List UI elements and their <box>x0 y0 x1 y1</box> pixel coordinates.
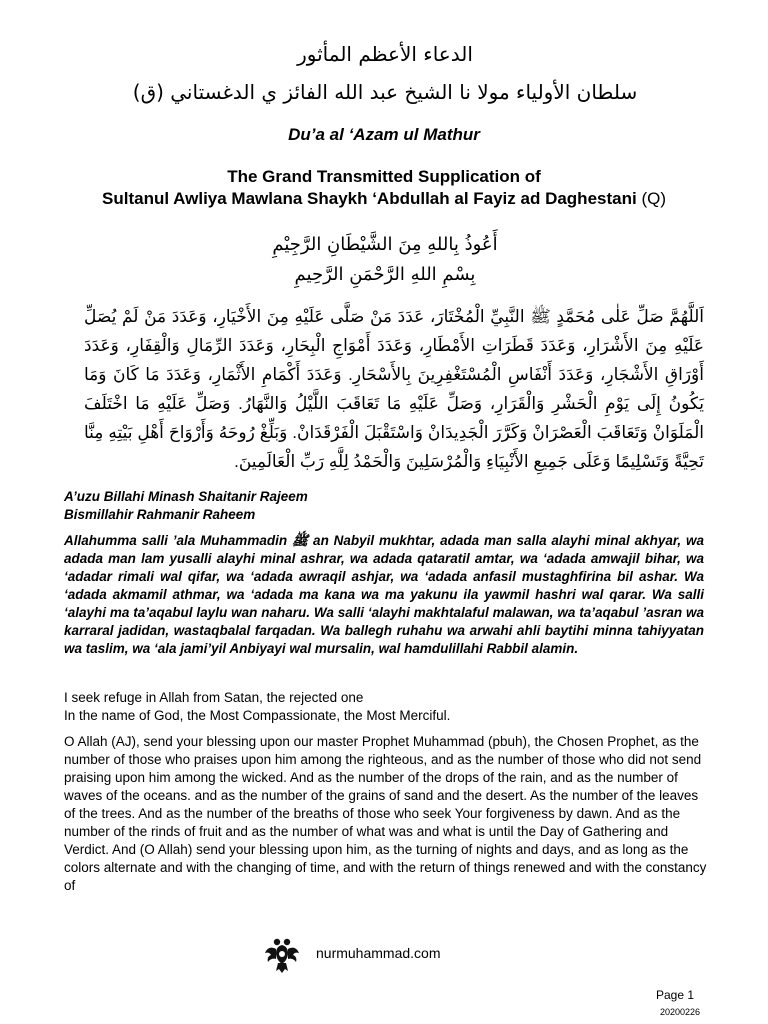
transliteration-basmala: Bismillahir Rahmanir Raheem <box>64 507 256 522</box>
website-link[interactable]: nurmuhammad.com <box>316 945 441 961</box>
transliteration-dua: Allahumma salli ’ala Muhammadin ﷺ an Nabyil mukhtar, adada man salla alayhi minal akhyar, wa adada man lam yusalli alayhi minal ashrar, wa adada qataratil amtar, wa ‘adada amwajil bihar, wa ‘adadar rimali wal qifar, wa ‘adada awraqil ashjar, wa ‘adada anfasil mustaghfirina bil ashar. Wa ‘adada akmamil athmar, wa ‘adada ma kana wa ma yakunu ila yawmil hashri wal qarar. Wa salli ‘alayhi ma ta’aqabul laylu wan naharu. Wa salli ‘alayhi makhtalaful malawan, wa ta’aqabul ’asran wa karraral jadidan, wastaqbalal farqadan. Wa ballegh ruhahu wa arwahi ahli baytihi minna tahiyyatan wa taslim, wa ‘ala jami’yil Anbiyayi wal mursalin, wal hamdulillahi Rabbil alamin. <box>64 533 704 656</box>
page-number: Page 1 <box>656 988 695 1002</box>
title-english-line2 <box>40 188 728 210</box>
english-taawwudh: I seek refuge in Allah from Satan, the rejected one <box>64 690 364 705</box>
title-transliteration: Du’a al ‘Azam ul Mathur <box>288 125 480 144</box>
title-english-name: Sultanul Awliya Mawlana Shaykh ‘Abdullah al Fayiz ad Daghestani <box>102 189 637 208</box>
arabic-subtitle: سلطان الأولياء مولا نا الشيخ عبد الله الفائز ي الدغستاني (ق) <box>132 80 638 104</box>
eagle-crest-icon <box>264 936 300 974</box>
title-english-suffix: (Q) <box>641 189 666 208</box>
english-translation-block <box>64 689 712 895</box>
title-english-line1: The Grand Transmitted Supplication of <box>227 167 541 186</box>
english-basmala: In the name of God, the Most Compassionate, the Most Merciful. <box>64 708 451 723</box>
transliteration-taawwudh: A’uzu Billahi Minash Shaitanir Rajeem <box>64 489 308 504</box>
document-date: 20200226 <box>660 1007 701 1017</box>
arabic-dua-text: اَللَّهُمَّ صَلِّ عَلٰى مُحَمَّدٍ ﷺ النَّبِيِّ الْمُخْتَارَ، عَدَدَ مَنْ صَلَّى عَلَيْهِ مِنَ الأَخْيَارِ، وَعَدَدَ مَنْ لَمْ يُصَلِّ عَلَيْهِ مِنَ الأَشْرَارِ، وَعَدَدَ قَطَرَاتِ الأَمْطَارِ، وَعَدَدَ أَمْوَاجِ الْبِحَارِ، وَعَدَدَ الرِّمَالِ وَالْقِفَارِ، وَعَدَدَ أَوْرَاقِ الأَشْجَارِ، وَعَدَدَ أَنْفَاسِ الْمُسْتَغْفِرِينَ بِالأَسْحَارِ. وَعَدَدَ أَكْمَامِ الأَثْمَارِ، وَعَدَدَ مَا كَانَ وَمَا يَكُونُ إِلَى يَوْمِ الْحَشْرِ وَالْقَرَارِ، وَصَلِّ عَلَيْهِ مَا تَعَاقَبَ اللَّيْلُ وَالنَّهَارُ. وَصَلِّ عَلَيْهِ مَا اخْتَلَفَ الْمَلَوَانْ وَتَعَاقَبَ الْعَصْرَانْ وَكَرَّرَ الْجَدِيدَانْ وَاسْتَقْبَلَ الْفَرْقَدَانْ. وَبَلِّغْ رُوحَهُ وَأَرْوَاحَ أَهْلِ بَيْتِهِ مِنَّا تَحِيَّةً وَتَسْلِيمًا وَعَلَى جَمِيعِ الأَنْبِيَاءِ وَالْمُرْسَلِينَ وَالْحَمْدُ لِلَّهِ رَبِّ الْعَالَمِينَ. <box>84 307 704 471</box>
arabic-taawwudh: أَعُوذُ بِاللهِ مِنَ الشَّيْطَانِ الرَّجِيْمِ <box>272 234 498 255</box>
arabic-title: الدعاء الأعظم المأثور <box>297 42 473 66</box>
english-dua: O Allah (AJ), send your blessing upon our master Prophet Muhammad (pbuh), the Chosen Prophet, as the number of those who praises upon him among the righteous, and as the number of those who did not send praising upon him among the wicked. And as the number of the drops of the rain, and as the number of waves of the oceans. and as the number of the grains of sand and the desert. As the number of the leaves of the trees. And as the number of the breaths of those who seek Your forgiveness by dawn. And as the number of the rinds of fruit and as the number of what was and what is until the Day of Gathering and Verdict. And (O Allah) send your blessing upon him, as the turning of nights and days, and as long as the colors alternate and with the changing of time, and with the return of things renewed and with the constancy of <box>64 734 707 893</box>
arabic-basmala: بِسْمِ اللهِ الرَّحْمَنِ الرَّحِيمِ <box>294 264 476 285</box>
transliteration-block <box>64 488 704 658</box>
